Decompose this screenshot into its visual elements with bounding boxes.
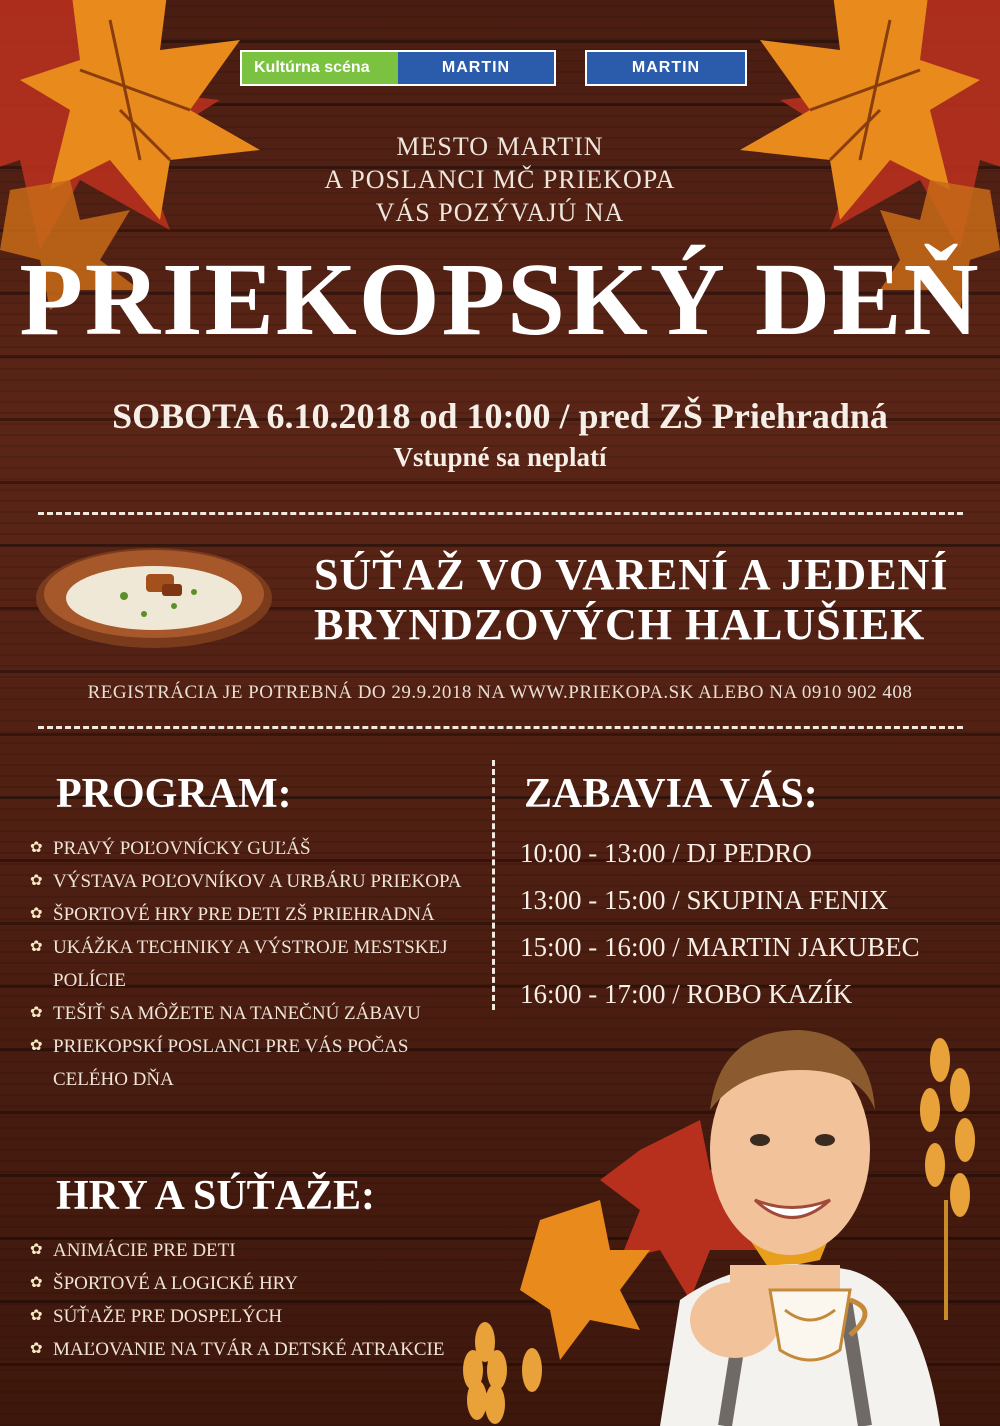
event-date-line: SOBOTA 6.10.2018 od 10:00 / pred ZŠ Priehradná [112,396,888,436]
halusky-plate-icon [34,536,274,650]
inviters-line-1: MESTO MARTIN [396,132,604,161]
divider-bottom [38,726,963,729]
list-item [30,865,480,898]
games-item-label: ANIMÁCIE PRE DETI [53,1240,236,1261]
kulturna-scena-logo [240,50,556,86]
registration-note: REGISTRÁCIA JE POTREBNÁ DO 29.9.2018 NA WWW.PRIEKOPA.SK ALEBO NA 0910 902 408 [87,682,913,703]
program-item-label: TEŠIŤ SA MÔŽETE NA TANEČNÚ ZÁBAVU [53,1003,421,1024]
games-item-label: MAĽOVANIE NA TVÁR A DETSKÉ ATRAKCIE [53,1339,445,1360]
flower-bullet-icon: ✿ [30,873,43,889]
flower-bullet-icon: ✿ [30,1005,43,1021]
program-item-label: PRAVÝ POĽOVNÍCKY GUĽÁŠ [53,838,311,859]
list-item [30,1234,480,1267]
logo-blue-label: MARTIN [398,52,554,84]
schedule-slot: 10:00 - 13:00 / DJ PEDRO [520,838,812,868]
martin-logo [585,50,747,86]
flower-bullet-icon: ✿ [30,939,43,955]
admission-text: Vstupné sa neplatí [393,442,607,472]
list-item [30,997,480,1030]
wheat-icon [520,1318,542,1417]
performer-illustration [520,1000,1000,1426]
column-divider [492,760,495,1010]
program-item-label: VÝSTAVA POĽOVNÍKOV A URBÁRU PRIEKOPA [53,871,462,892]
list-item [30,832,480,865]
list-item [30,931,480,997]
inviters-line-3: VÁS POZÝVAJÚ NA [375,198,625,227]
flower-bullet-icon: ✿ [30,1275,43,1291]
inviters-block [0,130,1000,229]
wheat-icon [920,1038,975,1320]
entertainment-schedule [520,830,920,1018]
autumn-leaf-icon [520,1200,650,1360]
list-item [30,898,480,931]
program-item-label: ŠPORTOVÉ HRY PRE DETI ZŠ PRIEHRADNÁ [53,904,435,925]
flower-bullet-icon: ✿ [30,840,43,856]
flower-bullet-icon: ✿ [30,1038,43,1054]
list-item [30,1030,480,1096]
cup-icon [770,1290,850,1360]
wheat-icon [455,1320,515,1426]
schedule-slot: 13:00 - 15:00 / SKUPINA FENIX [520,885,889,915]
flower-bullet-icon: ✿ [30,1308,43,1324]
schedule-slot: 16:00 - 17:00 / ROBO KAZÍK [520,979,853,1009]
divider-top [38,512,963,515]
entertainment-heading: ZABAVIA VÁS: [524,771,818,817]
games-item-label: ŠPORTOVÉ A LOGICKÉ HRY [53,1273,299,1294]
flower-bullet-icon: ✿ [30,1242,43,1258]
flower-bullet-icon: ✿ [30,906,43,922]
flower-bullet-icon: ✿ [30,1341,43,1357]
contest-line-2: BRYNDZOVÝCH HALUŠIEK [314,600,926,649]
games-list [30,1234,480,1366]
list-item [30,1300,480,1333]
schedule-slot: 15:00 - 16:00 / MARTIN JAKUBEC [520,932,920,962]
games-heading: HRY A SÚŤAŽE: [56,1173,376,1219]
list-item [30,1267,480,1300]
logo-blue-label-right: MARTIN [587,52,745,84]
logo-green-label: Kultúrna scéna [242,52,398,84]
contest-line-1: SÚŤAŽ VO VARENÍ A JEDENÍ [314,550,949,599]
games-item-label: SÚŤAŽE PRE DOSPELÝCH [53,1306,283,1327]
cooking-contest-block [314,550,948,650]
inviters-line-2: A POSLANCI MČ PRIEKOPA [324,165,676,194]
list-item [30,1333,480,1366]
program-heading: PROGRAM: [56,771,292,817]
program-item-label: PRIEKOPSKÍ POSLANCI PRE VÁS POČAS CELÉHO DŇA [53,1036,409,1090]
event-title: PRIEKOPSKÝ DEŇ [19,242,981,357]
program-item-label: UKÁŽKA TECHNIKY A VÝSTROJE MESTSKEJ POLÍCIE [53,937,448,991]
program-list [30,832,480,1096]
